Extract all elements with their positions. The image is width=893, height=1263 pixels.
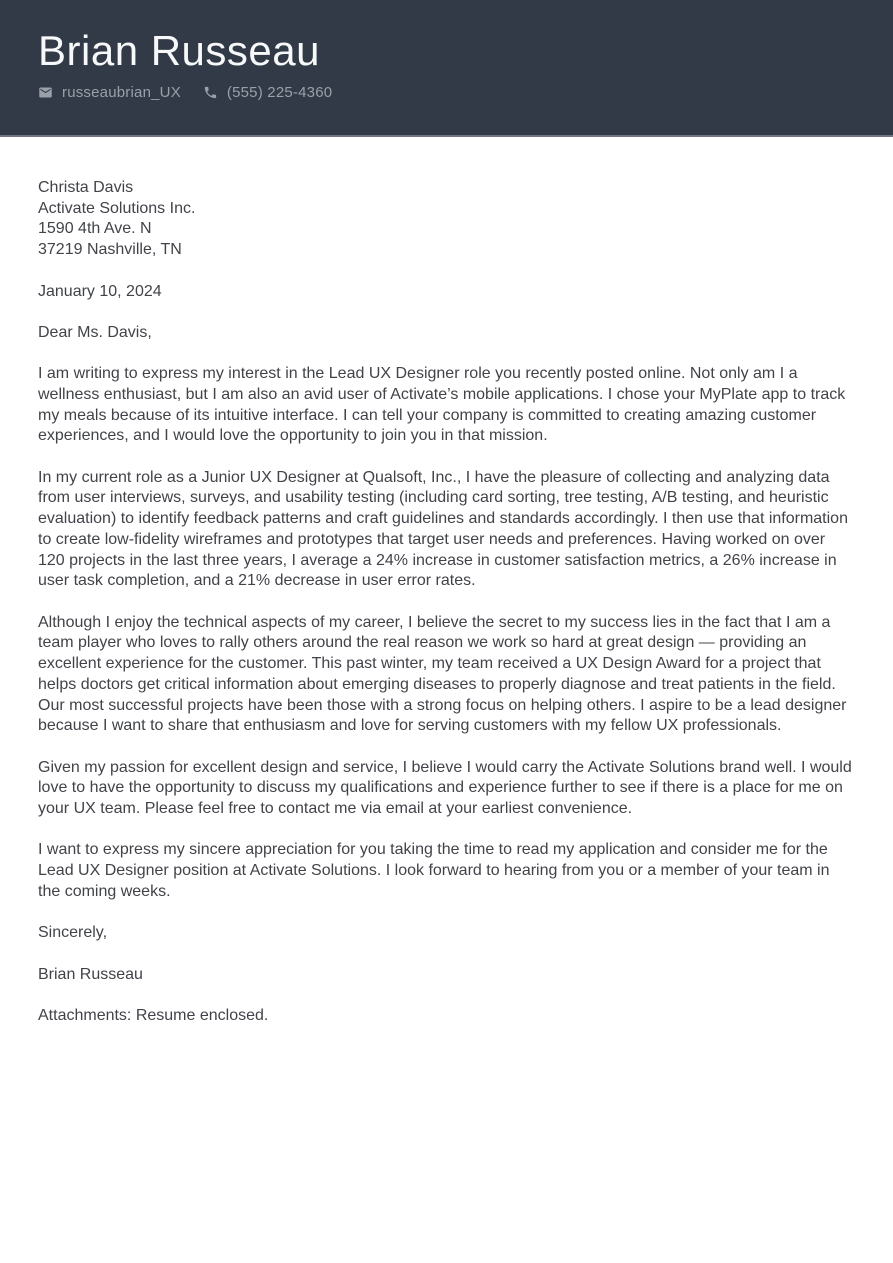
letter-body	[0, 137, 893, 1027]
phone-contact	[203, 84, 332, 101]
email-contact	[38, 84, 181, 101]
contact-row	[38, 84, 852, 101]
recipient-street: 1590 4th Ave. N	[38, 220, 152, 238]
header	[0, 0, 893, 137]
email-text: russeaubrian_UX	[62, 84, 181, 101]
paragraph-current-role: In my current role as a Junior UX Designer at Qualsoft, Inc., I have the pleasure of collecting and analyzing data from user interviews, surveys, and usability testing (including card sorting, tree testing, A/B testing, and heuristic evaluation) to identify feedback patterns and craft guidelines and standards accordingly. I then use that information to create low-fidelity wireframes and prototypes that target user needs and preferences. Having worked on over 120 projects in the last three years, I average a 24% increase in customer satisfaction metrics, a 26% increase in user task completion, and a 21% decrease in user error rates.	[38, 468, 848, 590]
recipient-company: Activate Solutions Inc.	[38, 199, 196, 217]
email-icon	[38, 85, 53, 100]
signature: Brian Russeau	[38, 965, 143, 983]
paragraph-fit: Given my passion for excellent design and service, I believe I would carry the Activate Solutions brand well. I would love to have the opportunity to discuss my qualifications and experience further to see if there is a place for me on your UX team. Please feel free to contact me via email at your earliest convenience.	[38, 758, 852, 817]
phone-text: (555) 225-4360	[226, 84, 333, 101]
recipient-address	[38, 178, 852, 261]
closing: Sincerely,	[38, 924, 108, 942]
recipient-city: 37219 Nashville, TN	[38, 241, 182, 259]
attachments-note: Attachments: Resume enclosed.	[38, 1006, 269, 1024]
paragraph-thanks: I want to express my sincere appreciation for you taking the time to read my application and consider me for the Lead UX Designer position at Activate Solutions. I look forward to hearing from you or a member of your team in the coming weeks.	[38, 841, 830, 900]
page-title: Brian Russeau	[38, 27, 320, 74]
salutation: Dear Ms. Davis,	[38, 323, 152, 341]
letter-date: January 10, 2024	[38, 282, 162, 300]
recipient-name: Christa Davis	[38, 179, 134, 196]
paragraph-teamwork: Although I enjoy the technical aspects of my career, I believe the secret to my success lies in the fact that I am a team player who loves to rally others around the real reason we work so hard at great design — providing an excellent experience for the customer. This past winter, my team received a UX Design Award for a project that helps doctors get critical information about emerging diseases to properly diagnose and treat patients in the field. Our most successful projects have been those with a strong focus on helping others. I aspire to be a lead designer because I want to share that enthusiasm and love for serving customers with my fellow UX professionals.	[38, 613, 847, 735]
phone-icon	[203, 85, 218, 100]
paragraph-intro: I am writing to express my interest in the Lead UX Designer role you recently posted online. Not only am I a wellness enthusiast, but I am also an avid user of Activate’s mobile applications. I chose your MyPlate app to track my meals because of its intuitive interface. I can tell your company is committed to creating amazing customer experiences, and I would love the opportunity to join you in that mission.	[38, 365, 846, 445]
